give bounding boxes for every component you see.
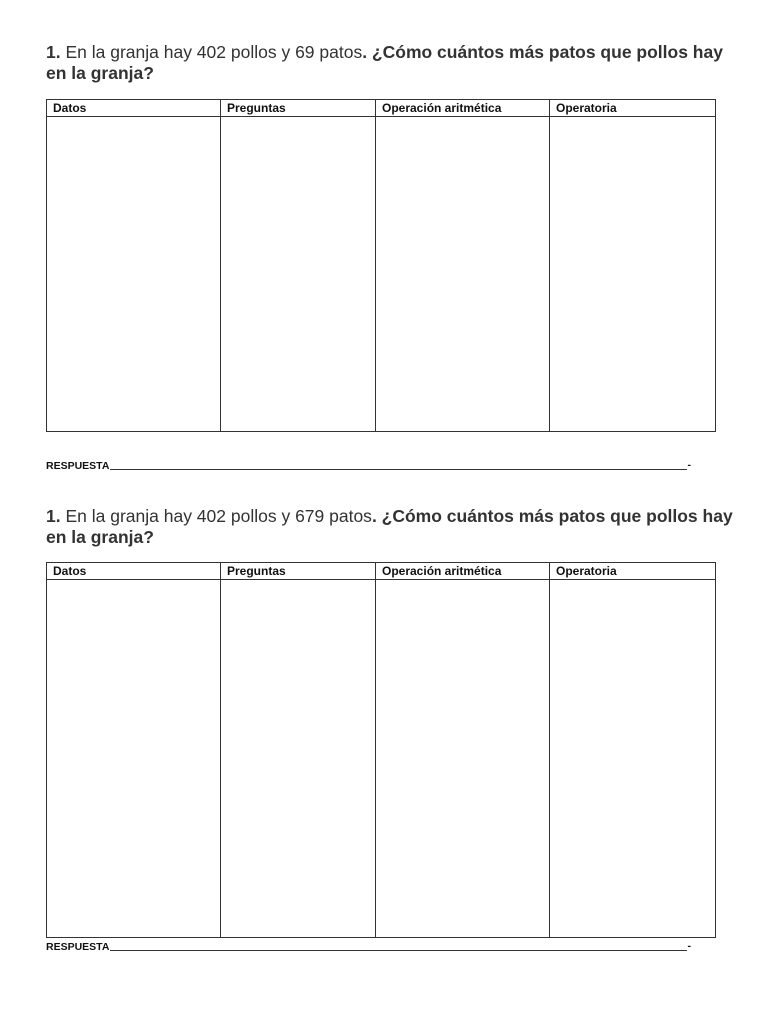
exercise-2-answer-line[interactable] bbox=[46, 939, 691, 953]
exercise-1-worksheet-table bbox=[46, 99, 716, 432]
answer-label: RESPUESTA bbox=[46, 460, 110, 472]
exercise-2-worksheet-table bbox=[46, 562, 716, 938]
cell-operatoria[interactable] bbox=[550, 117, 716, 432]
cell-preguntas[interactable] bbox=[221, 580, 376, 938]
answer-label: RESPUESTA bbox=[46, 941, 110, 953]
exercise-2-question bbox=[46, 506, 736, 548]
problem-question: . ¿Cómo cuántos más patos que pollos hay en la granja? bbox=[46, 42, 723, 83]
exercise-1-question bbox=[46, 42, 736, 84]
header-preguntas: Preguntas bbox=[221, 100, 376, 117]
exercise-1-answer-line[interactable] bbox=[46, 458, 691, 472]
answer-end-mark: - bbox=[687, 940, 691, 952]
answer-underline bbox=[110, 950, 686, 951]
cell-datos[interactable] bbox=[47, 117, 221, 432]
header-datos: Datos bbox=[47, 100, 221, 117]
header-operacion-aritmetica: Operación aritmética bbox=[376, 563, 550, 580]
exercise-number: 1. bbox=[46, 506, 61, 526]
cell-datos[interactable] bbox=[47, 580, 221, 938]
header-operatoria: Operatoria bbox=[550, 100, 716, 117]
exercise-number: 1. bbox=[46, 42, 61, 62]
problem-statement: En la granja hay 402 pollos y 69 patos bbox=[60, 42, 363, 62]
answer-underline bbox=[110, 469, 686, 470]
cell-operacion-aritmetica[interactable] bbox=[376, 580, 550, 938]
cell-operatoria[interactable] bbox=[550, 580, 716, 938]
cell-operacion-aritmetica[interactable] bbox=[376, 117, 550, 432]
problem-statement: En la granja hay 402 pollos y 679 patos bbox=[60, 506, 372, 526]
problem-question: . ¿Cómo cuántos más patos que pollos hay en la granja? bbox=[46, 506, 733, 547]
header-preguntas: Preguntas bbox=[221, 563, 376, 580]
answer-end-mark: - bbox=[687, 459, 691, 471]
header-operacion-aritmetica: Operación aritmética bbox=[376, 100, 550, 117]
cell-preguntas[interactable] bbox=[221, 117, 376, 432]
header-operatoria: Operatoria bbox=[550, 563, 716, 580]
header-datos: Datos bbox=[47, 563, 221, 580]
